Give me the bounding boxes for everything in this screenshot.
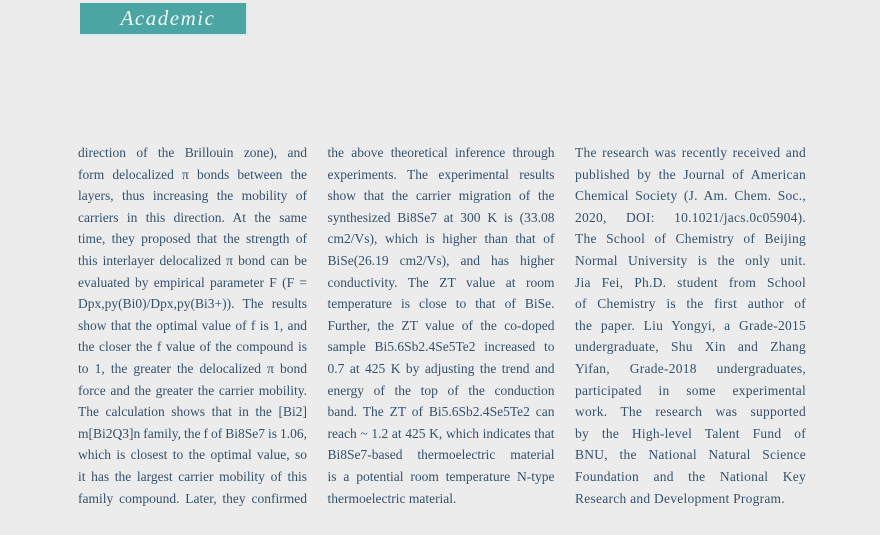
text-line: published by the Journal of American — [575, 166, 806, 182]
text-line: synthesized Bi8Se7 at 300 K is (33.08 — [327, 209, 555, 225]
text-line: cm2/Vs), which is higher than that of — [327, 231, 555, 247]
text-line: Dpx,py(Bi0)/Dpx,py(Bi3+)). The results — [78, 296, 307, 312]
text-line: Yifan, Grade-2018 undergraduates, — [575, 360, 806, 376]
text-column-3 — [575, 142, 806, 509]
text-line: it has the largest carrier mobility of this — [78, 468, 307, 484]
text-line: band. The ZT of Bi5.6Sb2.4Se5Te2 can — [327, 404, 555, 420]
text-line: Normal University is the only unit. — [575, 252, 806, 268]
text-line: time, they proposed that the strength of — [78, 231, 307, 247]
text-line: thermoelectric material. — [327, 490, 457, 506]
text-line: show that the carrier migration of the — [327, 188, 555, 204]
text-line: Further, the ZT value of the co-doped — [327, 317, 555, 333]
text-line: BNU, the National Natural Science — [575, 447, 806, 463]
text-line: The calculation shows that in the [Bi2] — [78, 404, 307, 420]
text-line: of Chemistry is the first author of — [575, 296, 806, 312]
text-line: work. The research was supported — [575, 404, 807, 420]
text-line: family compound. Later, they confirmed — [78, 490, 307, 506]
text-line: temperature is close to that of BiSe. — [327, 296, 555, 312]
text-line: 0.7 at 425 K by adjusting the trend and — [327, 360, 555, 376]
text-line: is a potential room temperature N-type — [327, 468, 555, 484]
text-line: sample Bi5.6Sb2.4Se5Te2 increased to — [327, 339, 555, 355]
text-line: 2020, DOI: 10.1021/jacs.0c05904). — [575, 209, 806, 225]
text-line: Research and Development Program. — [575, 490, 785, 506]
text-line: Jia Fei, Ph.D. student from School — [575, 274, 806, 290]
text-line: evaluated by empirical parameter F (F = — [78, 274, 307, 290]
text-line: carriers in this direction. At the same — [78, 209, 308, 225]
text-line: direction of the Brillouin zone), and — [78, 145, 307, 160]
text-line: which is closest to the optimal value, so — [78, 447, 308, 463]
text-line: the closer the f value of the compound is — [78, 339, 307, 355]
text-line: the above theoretical inference through — [327, 145, 555, 160]
text-line: energy of the top of the conduction — [327, 382, 555, 398]
text-line: force and the greater the carrier mobility. — [78, 382, 308, 398]
text-line: conductivity. The ZT value at room — [327, 274, 555, 290]
text-line: to 1, the greater the delocalized π bond — [78, 360, 308, 376]
text-line: undergraduate, Shu Xin and Zhang — [575, 339, 806, 355]
article-body — [78, 142, 806, 509]
text-line: BiSe(26.19 cm2/Vs), and has higher — [327, 252, 555, 268]
text-line: reach ~ 1.2 at 425 K, which indicates that — [327, 425, 555, 441]
text-line: this interlayer delocalized π bond can be — [78, 252, 307, 268]
text-line: layers, thus increasing the mobility of — [78, 188, 308, 204]
text-line: m[Bi2Q3]n family, the f of Bi8Se7 is 1.06, — [78, 425, 308, 441]
text-line: participated in some experimental — [575, 382, 807, 398]
text-line: the paper. Liu Yongyi, a Grade-2015 — [575, 317, 807, 333]
section-badge-label: Academic — [120, 6, 216, 30]
text-line: form delocalized π bonds between the — [78, 166, 308, 182]
text-line: experiments. The experimental results — [327, 166, 555, 182]
section-badge-academic — [80, 3, 248, 36]
text-line: show that the optimal value of f is 1, and — [78, 317, 308, 333]
text-line: The research was recently received and — [575, 145, 806, 160]
text-column-2 — [328, 142, 555, 509]
text-line: The School of Chemistry of Beijing — [575, 231, 807, 247]
text-line: Foundation and the National Key — [575, 468, 806, 484]
text-line: by the High-level Talent Fund of — [575, 425, 806, 441]
text-line: Bi8Se7-based thermoelectric material — [327, 447, 555, 463]
text-column-1 — [78, 142, 307, 509]
text-line: Chemical Society (J. Am. Chem. Soc., — [575, 188, 806, 204]
